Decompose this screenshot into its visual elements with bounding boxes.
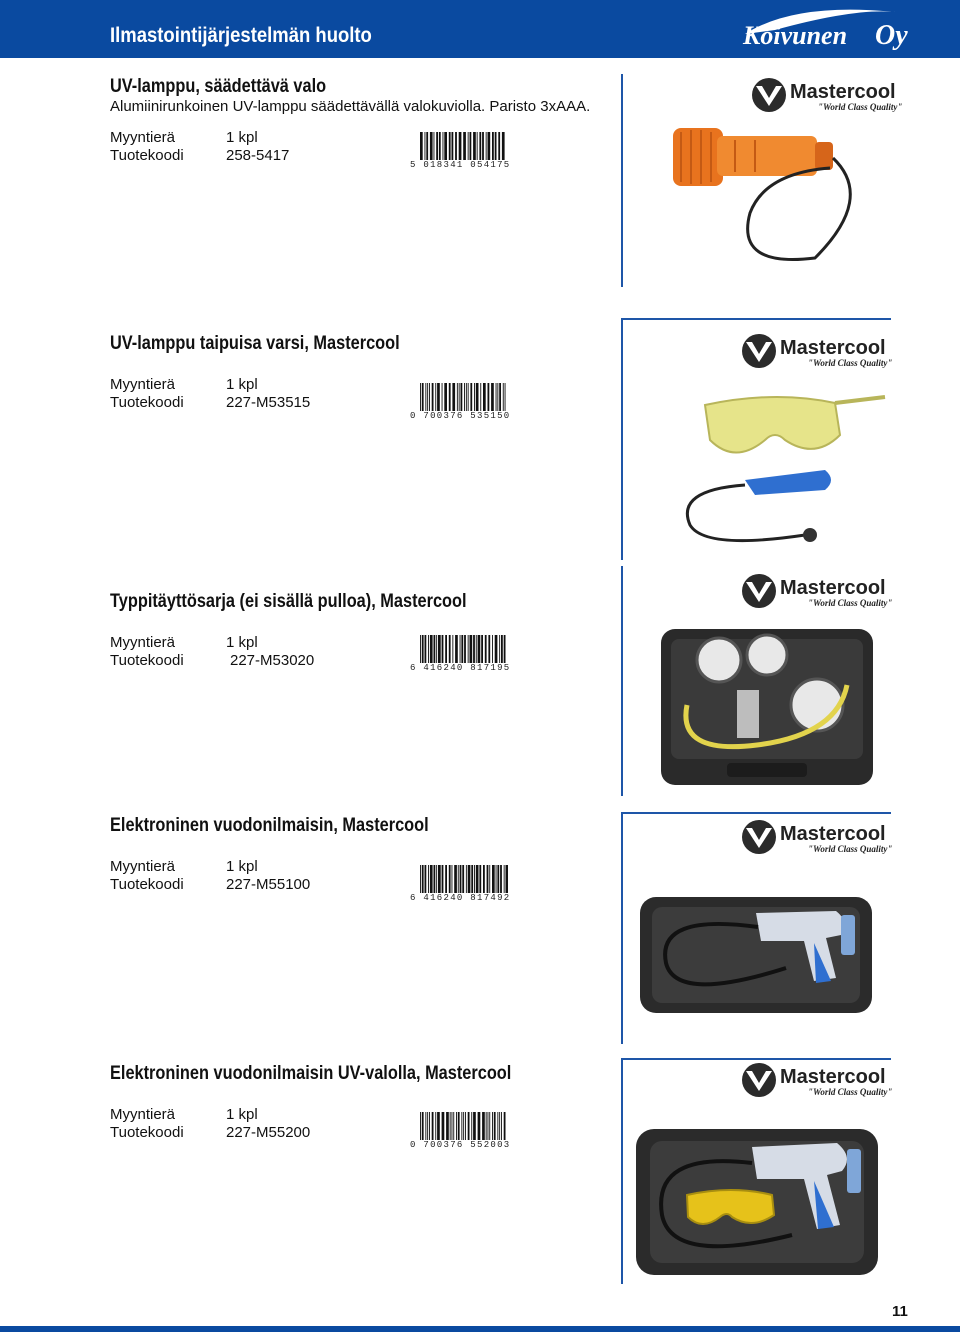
barcode-bar [426,132,428,160]
sales-unit-value: 1 kpl [226,376,258,393]
product-code-value: 258-5417 [226,147,290,164]
barcode-bar [465,1112,466,1140]
barcode-bar [470,635,473,663]
barcode-bar [502,132,505,160]
section-divider [621,812,891,814]
product-code-value: 227-M55100 [226,876,311,893]
barcode-bar [500,865,502,893]
barcode [410,383,510,423]
barcode-bar [495,635,498,663]
barcode-bar [470,383,472,411]
barcode-bar [499,635,500,663]
barcode-bar [432,1112,434,1140]
barcode [410,635,510,675]
barcode-bar [468,383,469,411]
barcode-bar [506,865,509,893]
barcode-bar [489,1112,490,1140]
barcode-bar [420,132,423,160]
barcode-bar [452,865,453,893]
barcode-bar [486,1112,487,1140]
barcode-bar [420,383,421,411]
barcode-bar [436,132,438,160]
nitrogen-gauge-kit-icon [657,625,877,790]
barcode-bar [496,383,497,411]
barcode-bar [480,383,481,411]
column-divider [621,74,623,287]
product-description: Alumiinirunkoinen UV-lamppu säädettävällä valokuviolla. Paristo 3xAAA. [110,98,591,115]
barcode-bar [456,1112,457,1140]
barcode-bar [434,132,435,160]
barcode-bar [478,635,481,663]
barcode-bar [476,865,479,893]
barcode-digits: 0 700376 552003 [410,1140,511,1150]
barcode-bar [443,132,444,160]
barcode-bar [474,383,475,411]
barcode-bar [498,132,500,160]
barcode-bar [463,132,466,160]
barcode-bar [430,865,433,893]
barcode-bar [434,635,436,663]
koivunen-logo-icon [735,4,920,52]
barcode-bar [477,132,478,160]
barcode-bar [449,132,451,160]
barcode-bar [449,865,451,893]
barcode-bar [460,865,462,893]
barcode-bar [425,865,427,893]
barcode-bar [439,132,441,160]
barcode-bar [478,1112,481,1140]
product-code-label: Tuotekoodi [110,876,184,893]
barcode-bar [425,383,426,411]
sales-unit-label: Myyntierä [110,376,176,393]
mastercool-logo [740,818,892,856]
column-divider [621,318,623,560]
barcode-bar [438,635,441,663]
barcode-bar [483,865,485,893]
barcode-bar [504,1112,506,1140]
barcode-bar [453,1112,454,1140]
barcode-bar [427,383,428,411]
barcode-bar [458,865,459,893]
barcode-bar [420,635,421,663]
barcode-bar [427,1112,428,1140]
barcode-bar [462,865,464,893]
barcode-bar [442,1112,445,1140]
barcode-bar [485,635,487,663]
barcode-bar [470,132,472,160]
barcode-bar [482,1112,485,1140]
product-entry [110,591,610,681]
section-divider [621,318,891,320]
barcode-bar [420,865,421,893]
barcode-bar [473,1112,476,1140]
product-code-label: Tuotekoodi [110,147,184,164]
mastercool-logo-tagline: "World Class Quality" [808,844,892,854]
product-title: Typpitäyttösarja (ei sisällä pulloa), Mastercool [110,591,467,612]
barcode-bars-icon [420,865,508,893]
barcode-bar [422,865,424,893]
barcode-bar [430,635,433,663]
barcode-bar [461,1112,462,1140]
mastercool-logo [740,332,892,370]
barcode-bar [437,1112,440,1140]
barcode-bar [496,865,497,893]
barcode [410,132,510,172]
barcode [410,865,510,905]
barcode-bar [492,865,495,893]
barcode-bar [449,635,451,663]
barcode-bar [442,635,444,663]
column-divider [621,566,623,796]
barcode-bar [505,383,506,411]
barcode-bar [422,383,424,411]
section-divider [621,1058,891,1060]
barcode-bar [499,383,501,411]
barcode-bar [471,865,473,893]
uv-flashlight-icon [665,118,875,268]
barcode-bar [452,132,454,160]
sales-unit-label: Myyntierä [110,634,176,651]
barcode-bar [422,1112,424,1140]
barcode-bar [435,383,436,411]
barcode-bar [492,635,493,663]
column-divider [621,1058,623,1284]
barcode-bar [501,635,503,663]
barcode-bar [446,1112,449,1140]
barcode-bar [501,1112,502,1140]
barcode-bar [437,383,440,411]
barcode-bar [479,865,481,893]
barcode-bar [468,132,469,160]
mastercool-logo-name: Mastercool [780,577,886,599]
barcode-bar [487,865,489,893]
barcode-bar [468,865,471,893]
mastercool-logo-name: Mastercool [790,81,896,103]
barcode-bar [438,865,441,893]
mastercool-logo [750,76,902,114]
sales-unit-value: 1 kpl [226,1106,258,1123]
barcode-bar [504,865,505,893]
svg-text:Koivunen: Koivunen [743,21,848,50]
barcode-bar [483,383,486,411]
barcode-bar [471,1112,472,1140]
product-code-label: Tuotekoodi [110,1124,184,1141]
product-title: UV-lamppu taipuisa varsi, Mastercool [110,333,400,354]
barcode-bar [459,383,460,411]
barcode-bar [473,132,476,160]
barcode-bar [468,635,469,663]
sales-unit-value: 1 kpl [226,634,258,651]
product-entry [110,76,610,186]
barcode-bar [459,132,462,160]
page-header [0,0,960,58]
barcode-bars-icon [420,383,508,411]
barcode-bar [444,132,447,160]
product-code-value: 227-M53020 [230,652,315,669]
mastercool-logo-tagline: "World Class Quality" [808,358,892,368]
barcode-bar [461,635,463,663]
leak-detector-case-icon [636,893,876,1018]
barcode-bar [452,383,455,411]
barcode-bar [430,132,433,160]
page-number: 11 [892,1303,908,1320]
barcode-bar [429,1112,430,1140]
mastercool-logo [740,1061,892,1099]
barcode-bar [466,383,467,411]
uv-glasses-flexible-lamp-icon [675,385,890,555]
column-divider [621,812,623,1044]
sales-unit-label: Myyntierä [110,1106,176,1123]
barcode-bar [479,132,481,160]
barcode-bar [489,865,490,893]
barcode-bar [495,132,497,160]
barcode-bar [449,383,451,411]
barcode-bar [450,1112,451,1140]
mastercool-logo-tagline: "World Class Quality" [808,598,892,608]
barcode-bar [491,383,494,411]
barcode-bar [497,1112,498,1140]
barcode-bar [422,635,424,663]
barcode-bar [432,383,434,411]
barcode-bar [492,132,494,160]
barcode-bar [482,132,484,160]
barcode-digits: 6 416240 817195 [410,663,511,673]
barcode-bar [445,865,447,893]
barcode-bar [420,1112,421,1140]
barcode-bar [457,383,458,411]
barcode-bar [488,132,491,160]
barcode-bar [436,865,437,893]
barcode-bar [455,635,458,663]
barcode-digits: 5 018341 054175 [410,160,511,170]
barcode-bar [492,1112,493,1140]
barcode-bar [458,1112,460,1140]
barcode-bar [444,383,447,411]
barcode-bar [436,635,437,663]
barcode-bar [425,635,427,663]
barcode-bar [488,1112,489,1140]
sales-unit-value: 1 kpl [226,858,258,875]
barcode-bars-icon [420,132,508,160]
product-entry [110,333,610,423]
barcode-bar [488,635,490,663]
barcode-bar [445,635,447,663]
barcode-bar [425,1112,426,1140]
barcode-bar [442,865,444,893]
mastercool-logo-name: Mastercool [780,823,886,845]
product-code-label: Tuotekoodi [110,652,184,669]
barcode-bar [452,1112,453,1140]
leak-detector-uv-case-icon [632,1125,882,1280]
barcode-bar [428,865,429,893]
mastercool-logo-tagline: "World Class Quality" [808,1087,892,1097]
barcode-bar [454,865,457,893]
barcode-bar [494,1112,496,1140]
barcode-bar [461,383,463,411]
barcode-digits: 0 700376 535150 [410,411,511,421]
product-entry [110,815,610,905]
product-title: UV-lamppu, säädettävä valo [110,76,327,97]
product-title: Elektroninen vuodonilmaisin, Mastercool [110,815,429,836]
barcode-digits: 6 416240 817492 [410,893,511,903]
barcode-bar [435,1112,436,1140]
barcode-bar [442,383,443,411]
barcode-bar [474,865,475,893]
barcode-bar [434,865,436,893]
barcode-bar [497,865,499,893]
product-entry [110,1063,610,1153]
footer-bar [0,1326,960,1332]
mastercool-logo [740,572,892,610]
barcode [410,1112,510,1152]
mastercool-logo-name: Mastercool [780,1066,886,1088]
barcode-bar [481,635,483,663]
barcode-bar [464,383,465,411]
barcode-bar [488,383,490,411]
mastercool-logo-tagline: "World Class Quality" [818,102,902,112]
barcode-bar [463,1112,464,1140]
barcode-bar [464,635,466,663]
barcode-bar [497,383,498,411]
product-code-value: 227-M55200 [226,1124,311,1141]
mastercool-logo-name: Mastercool [780,337,886,359]
barcode-bars-icon [420,635,508,663]
sales-unit-label: Myyntierä [110,129,176,146]
barcode-bar [476,383,479,411]
barcode-bar [428,635,429,663]
barcode-bars-icon [420,1112,508,1140]
barcode-bar [476,635,477,663]
barcode-bar [499,1112,500,1140]
barcode-bar [466,865,467,893]
barcode-bar [452,635,453,663]
sales-unit-value: 1 kpl [226,129,258,146]
barcode-bar [504,635,506,663]
product-code-label: Tuotekoodi [110,394,184,411]
barcode-bar [486,132,487,160]
barcode-bar [468,1112,470,1140]
barcode-bar [429,383,430,411]
barcode-bar [460,635,461,663]
section-title: Ilmastointijärjestelmän huolto [110,24,372,47]
sales-unit-label: Myyntierä [110,858,176,875]
barcode-bar [503,383,504,411]
product-code-value: 227-M53515 [226,394,311,411]
svg-text:Oy: Oy [875,20,908,51]
barcode-bar [425,132,426,160]
barcode-bar [473,635,475,663]
product-title: Elektroninen vuodonilmaisin UV-valolla, Mastercool [110,1063,512,1084]
barcode-bar [455,132,457,160]
